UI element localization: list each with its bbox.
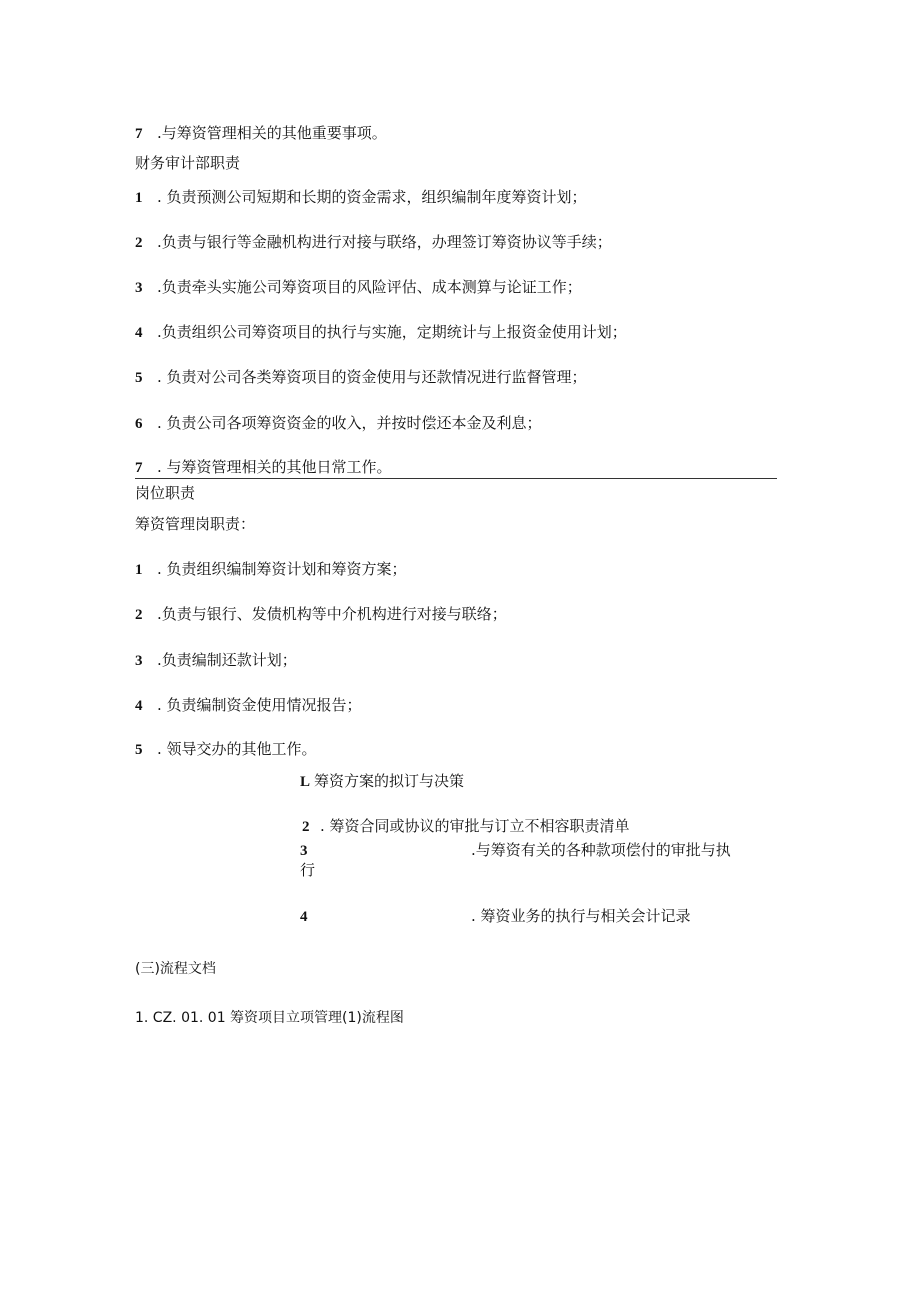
flow-item-1: 1. CZ. 01. 01 筹资项目立项管理(1)流程图 xyxy=(135,1010,404,1026)
item-text: . 筹资合同或协议的审批与订立不相容职责清单 xyxy=(320,817,630,835)
finance-item-1 xyxy=(135,187,587,208)
post-item-3 xyxy=(135,650,297,671)
item-number: 4 xyxy=(135,698,143,714)
item-number: 6 xyxy=(135,416,143,432)
item-number: 5 xyxy=(135,370,143,386)
item-text: .与筹资有关的各种款项偿付的审批与执 xyxy=(471,841,731,859)
post-item-1 xyxy=(135,559,407,580)
item-text: .与筹资管理相关的其他重要事项。 xyxy=(157,124,387,142)
item-text: . 与筹资管理相关的其他日常工作。 xyxy=(157,458,392,476)
item-number: 5 xyxy=(135,742,143,758)
post-subtitle: 筹资管理岗职责： xyxy=(135,515,256,533)
item-text: . 负责编制资金使用情况报告； xyxy=(157,696,362,714)
finance-item-2 xyxy=(135,232,612,253)
incompatible-item-1 xyxy=(300,771,464,792)
item-number: 4 xyxy=(300,909,308,925)
item-number: 2 xyxy=(135,607,143,623)
post-title: 岗位职责 xyxy=(135,484,196,502)
incompatible-item-3 xyxy=(300,840,731,861)
post-item-5 xyxy=(135,739,317,760)
item-number: 7 xyxy=(135,460,143,476)
item-text: .负责牵头实施公司筹资项目的风险评估、成本测算与论证工作； xyxy=(157,278,582,296)
post-item-4 xyxy=(135,695,362,716)
finance-item-6 xyxy=(135,413,542,434)
incompatible-item-3-continued: 行 xyxy=(300,861,316,879)
prev-item-7 xyxy=(135,123,387,144)
item-number: L xyxy=(300,774,311,790)
item-number: 3 xyxy=(135,280,143,296)
flow-doc-title: (三)流程文档 xyxy=(135,961,216,977)
section-divider xyxy=(135,478,777,479)
finance-item-4 xyxy=(135,322,627,343)
finance-item-3 xyxy=(135,277,582,298)
item-number: 7 xyxy=(135,126,143,142)
finance-item-5 xyxy=(135,367,587,388)
finance-item-7 xyxy=(135,457,392,478)
item-text: . 负责对公司各类筹资项目的资金使用与还款情况进行监督管理； xyxy=(157,368,587,386)
item-text: .负责编制还款计划； xyxy=(157,651,297,669)
item-text: . 负责预测公司短期和长期的资金需求，组织编制年度筹资计划； xyxy=(157,188,587,206)
item-number: 4 xyxy=(135,325,143,341)
finance-audit-title: 财务审计部职责 xyxy=(135,154,241,172)
item-number: 3 xyxy=(135,653,143,669)
item-text: 筹资方案的拟订与决策 xyxy=(314,772,465,790)
item-number: 2 xyxy=(135,235,143,251)
item-text: .负责与银行等金融机构进行对接与联络，办理签订筹资协议等手续； xyxy=(157,233,612,251)
item-text: . 筹资业务的执行与相关会计记录 xyxy=(471,907,691,925)
item-text: .负责与银行、发债机构等中介机构进行对接与联络； xyxy=(157,605,507,623)
incompatible-item-4 xyxy=(300,906,691,927)
item-text: . 负责公司各项筹资资金的收入，并按时偿还本金及利息； xyxy=(157,414,542,432)
item-number: 2 xyxy=(302,819,310,835)
post-item-2 xyxy=(135,604,507,625)
incompatible-item-2 xyxy=(302,816,630,837)
item-text: .负责组织公司筹资项目的执行与实施，定期统计与上报资金使用计划； xyxy=(157,323,627,341)
item-text: . 领导交办的其他工作。 xyxy=(157,740,317,758)
item-number: 3 xyxy=(300,843,308,859)
item-text: . 负责组织编制筹资计划和筹资方案； xyxy=(157,560,407,578)
item-number: 1 xyxy=(135,190,143,206)
item-number: 1 xyxy=(135,562,143,578)
